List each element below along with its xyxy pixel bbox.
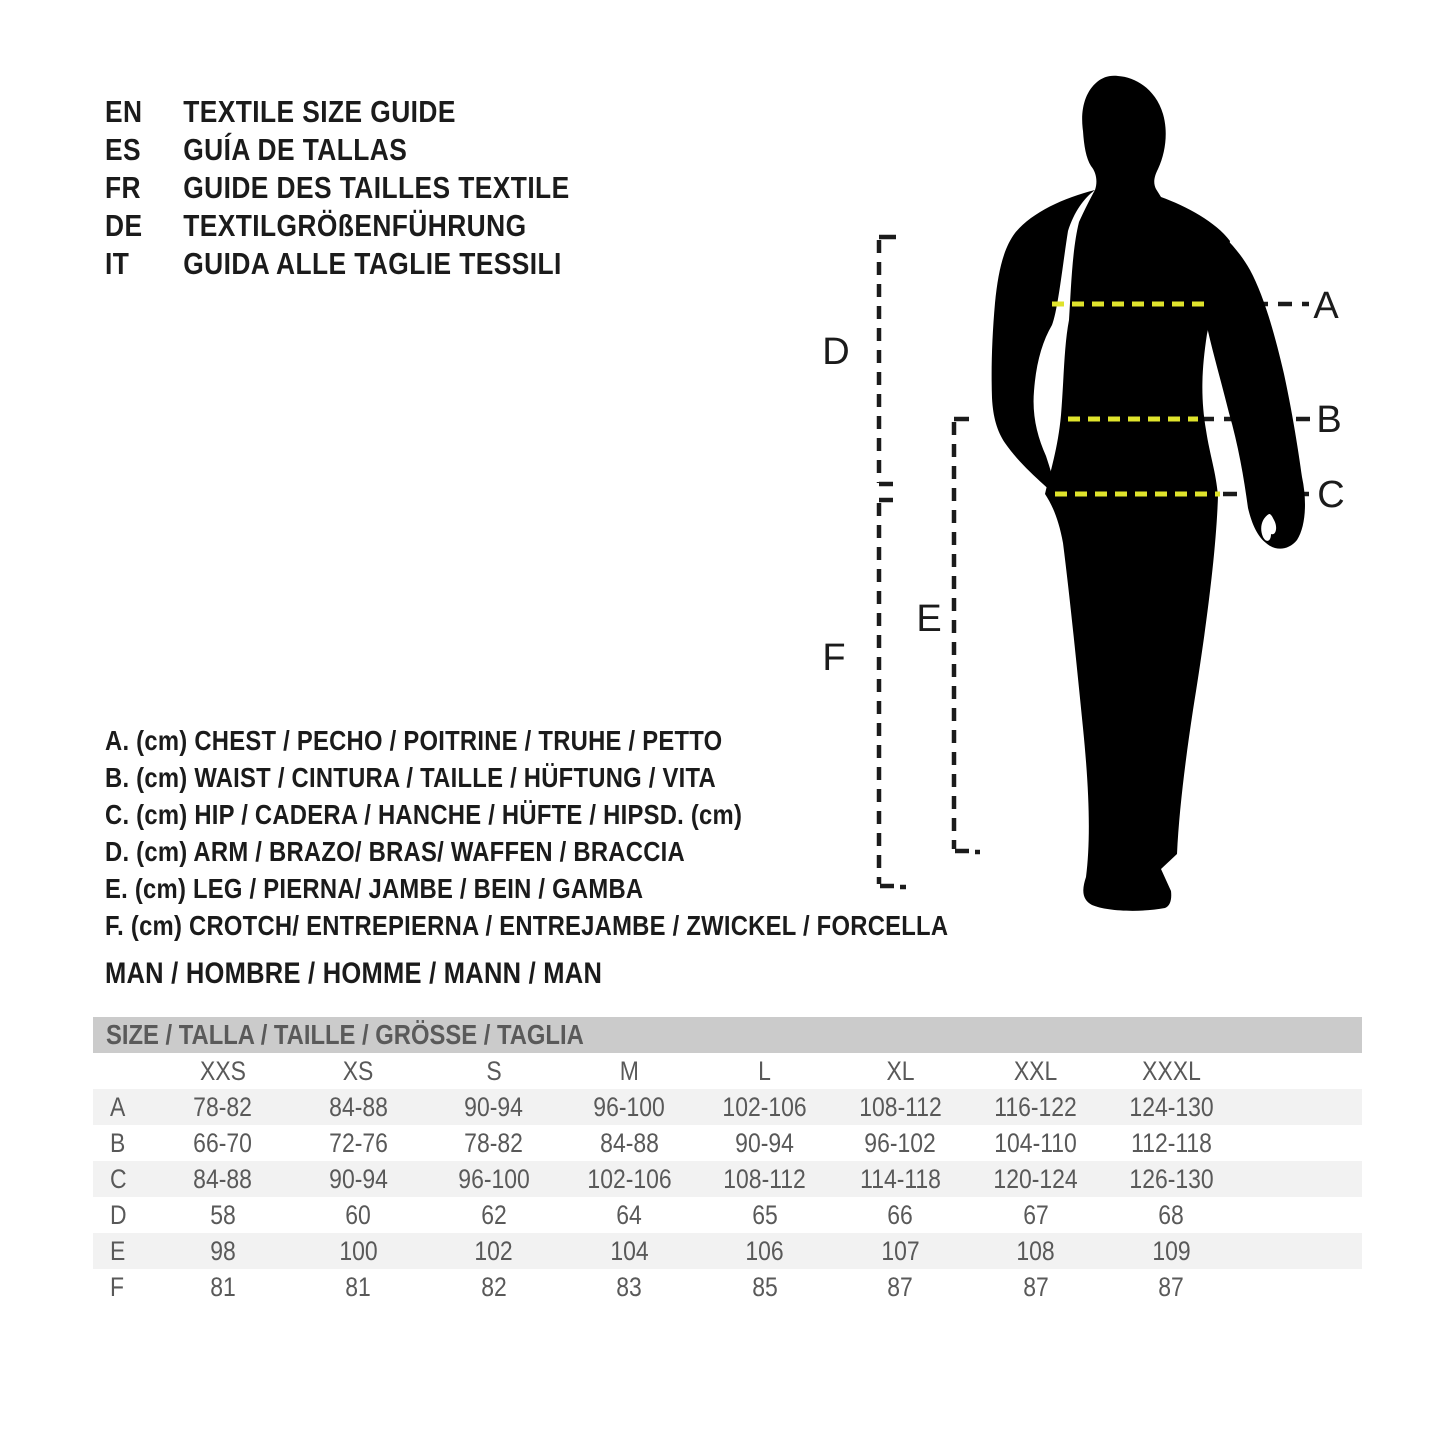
col-header-s: S xyxy=(486,1056,502,1086)
size-columns-row xyxy=(93,1053,1362,1089)
cell: 114-118 xyxy=(859,1164,941,1194)
cell: 84-88 xyxy=(599,1128,659,1158)
cell: 90-94 xyxy=(328,1164,388,1194)
cell: 84-88 xyxy=(193,1164,253,1194)
row-label: E xyxy=(110,1236,126,1266)
row-label: C xyxy=(110,1164,127,1194)
table-row-c xyxy=(93,1161,1362,1197)
row-label: A xyxy=(110,1092,126,1122)
cell: 83 xyxy=(616,1272,643,1302)
cell: 67 xyxy=(1022,1200,1049,1230)
cell: 96-100 xyxy=(458,1164,530,1194)
label-crotch-f: F xyxy=(822,637,846,679)
table-row-d xyxy=(93,1197,1362,1233)
cell: 68 xyxy=(1158,1200,1185,1230)
row-label: D xyxy=(110,1200,127,1230)
lang-code: DE xyxy=(105,208,143,243)
legend-chest: A. (cm) CHEST / PECHO / POITRINE / TRUHE / PETTO xyxy=(105,725,723,756)
cell: 87 xyxy=(1022,1272,1049,1302)
cell: 108-112 xyxy=(723,1164,807,1194)
label-chest-a: A xyxy=(1313,285,1339,327)
cell: 102-106 xyxy=(722,1092,807,1122)
cell: 100 xyxy=(339,1236,378,1266)
cell: 90-94 xyxy=(464,1092,524,1122)
table-row-e xyxy=(93,1233,1362,1269)
label-hip-c: C xyxy=(1317,474,1345,516)
table-row-a xyxy=(93,1089,1362,1125)
label-waist-b: B xyxy=(1316,399,1342,441)
col-header-l: L xyxy=(758,1056,772,1086)
cell: 124-130 xyxy=(1129,1092,1214,1122)
cell: 78-82 xyxy=(193,1092,253,1122)
cell: 62 xyxy=(480,1200,507,1230)
col-header-xxxl: XXXL xyxy=(1141,1056,1201,1086)
label-leg-e: E xyxy=(916,598,942,640)
table-row-b xyxy=(93,1125,1362,1161)
cell: 87 xyxy=(887,1272,914,1302)
table-row-f xyxy=(93,1269,1362,1305)
row-label: F xyxy=(110,1272,125,1302)
cell: 126-130 xyxy=(1129,1164,1214,1194)
cell: 109 xyxy=(1152,1236,1191,1266)
lang-code: ES xyxy=(105,132,142,167)
cell: 81 xyxy=(209,1272,236,1302)
col-header-m: M xyxy=(619,1056,639,1086)
cell: 66 xyxy=(887,1200,914,1230)
lang-code: FR xyxy=(105,170,141,205)
spacer-cell xyxy=(1239,1233,1362,1269)
cell: 102-106 xyxy=(587,1164,672,1194)
category-man-line: MAN / HOMBRE / HOMME / MANN / MAN xyxy=(105,957,603,990)
lang-code: IT xyxy=(105,246,130,281)
spacer-cell xyxy=(1239,1269,1362,1305)
spacer-cell xyxy=(1239,1053,1362,1089)
cell: 78-82 xyxy=(464,1128,524,1158)
cell: 104-110 xyxy=(994,1128,1078,1158)
spacer-cell xyxy=(1239,1125,1362,1161)
lang-title: GUÍA DE TALLAS xyxy=(183,132,408,167)
col-header-xl: XL xyxy=(886,1056,915,1086)
cell: 108-112 xyxy=(858,1092,942,1122)
cell: 85 xyxy=(751,1272,778,1302)
legend-leg: E. (cm) LEG / PIERNA/ JAMBE / BEIN / GAMBA xyxy=(105,873,644,904)
lang-title: GUIDA ALLE TAGLIE TESSILI xyxy=(183,246,562,281)
legend-hip: C. (cm) HIP / CADERA / HANCHE / HÜFTE / HIPSD. (cm) xyxy=(105,799,743,830)
cell: 81 xyxy=(345,1272,372,1302)
size-table-header: SIZE / TALLA / TAILLE / GRÖSSE / TAGLIA xyxy=(93,1017,1362,1053)
cell: 87 xyxy=(1158,1272,1185,1302)
cell: 112-118 xyxy=(1130,1128,1212,1158)
cell: 108 xyxy=(1016,1236,1055,1266)
legend-arm: D. (cm) ARM / BRAZO/ BRAS/ WAFFEN / BRACCIA xyxy=(105,836,685,867)
cell: 64 xyxy=(616,1200,643,1230)
legend-crotch: F. (cm) CROTCH/ ENTREPIERNA / ENTREJAMBE / ZWICKEL / FORCELLA xyxy=(105,910,949,941)
lang-title: TEXTILE SIZE GUIDE xyxy=(183,94,456,129)
row-label: B xyxy=(110,1128,126,1158)
spacer-cell xyxy=(1239,1089,1362,1125)
cell: 96-102 xyxy=(864,1128,936,1158)
col-header-xs: XS xyxy=(342,1056,374,1086)
lang-code: EN xyxy=(105,94,143,129)
cell: 107 xyxy=(881,1236,920,1266)
col-header-xxs: XXS xyxy=(199,1056,246,1086)
cell: 72-76 xyxy=(328,1128,388,1158)
cell: 65 xyxy=(751,1200,778,1230)
cell: 84-88 xyxy=(328,1092,388,1122)
measurement-legend xyxy=(105,722,1097,944)
cell: 96-100 xyxy=(593,1092,665,1122)
size-table xyxy=(93,1017,1362,1305)
legend-waist: B. (cm) WAIST / CINTURA / TAILLE / HÜFTUNG / VITA xyxy=(105,762,717,793)
lang-title: GUIDE DES TAILLES TEXTILE xyxy=(183,170,570,205)
cell: 98 xyxy=(209,1236,236,1266)
label-arm-d: D xyxy=(822,331,850,373)
col-header-xxl: XXL xyxy=(1014,1056,1058,1086)
spacer-cell xyxy=(1239,1161,1362,1197)
spacer-cell xyxy=(1239,1197,1362,1233)
lang-title: TEXTILGRÖßENFÜHRUNG xyxy=(183,208,527,243)
cell: 82 xyxy=(480,1272,507,1302)
cell: 102 xyxy=(474,1236,513,1266)
cell: 106 xyxy=(745,1236,784,1266)
corner-cell xyxy=(93,1053,155,1089)
cell: 116-122 xyxy=(994,1092,1078,1122)
cell: 58 xyxy=(209,1200,236,1230)
cell: 90-94 xyxy=(735,1128,795,1158)
cell: 120-124 xyxy=(993,1164,1078,1194)
cell: 60 xyxy=(345,1200,372,1230)
cell: 66-70 xyxy=(193,1128,253,1158)
cell: 104 xyxy=(610,1236,649,1266)
